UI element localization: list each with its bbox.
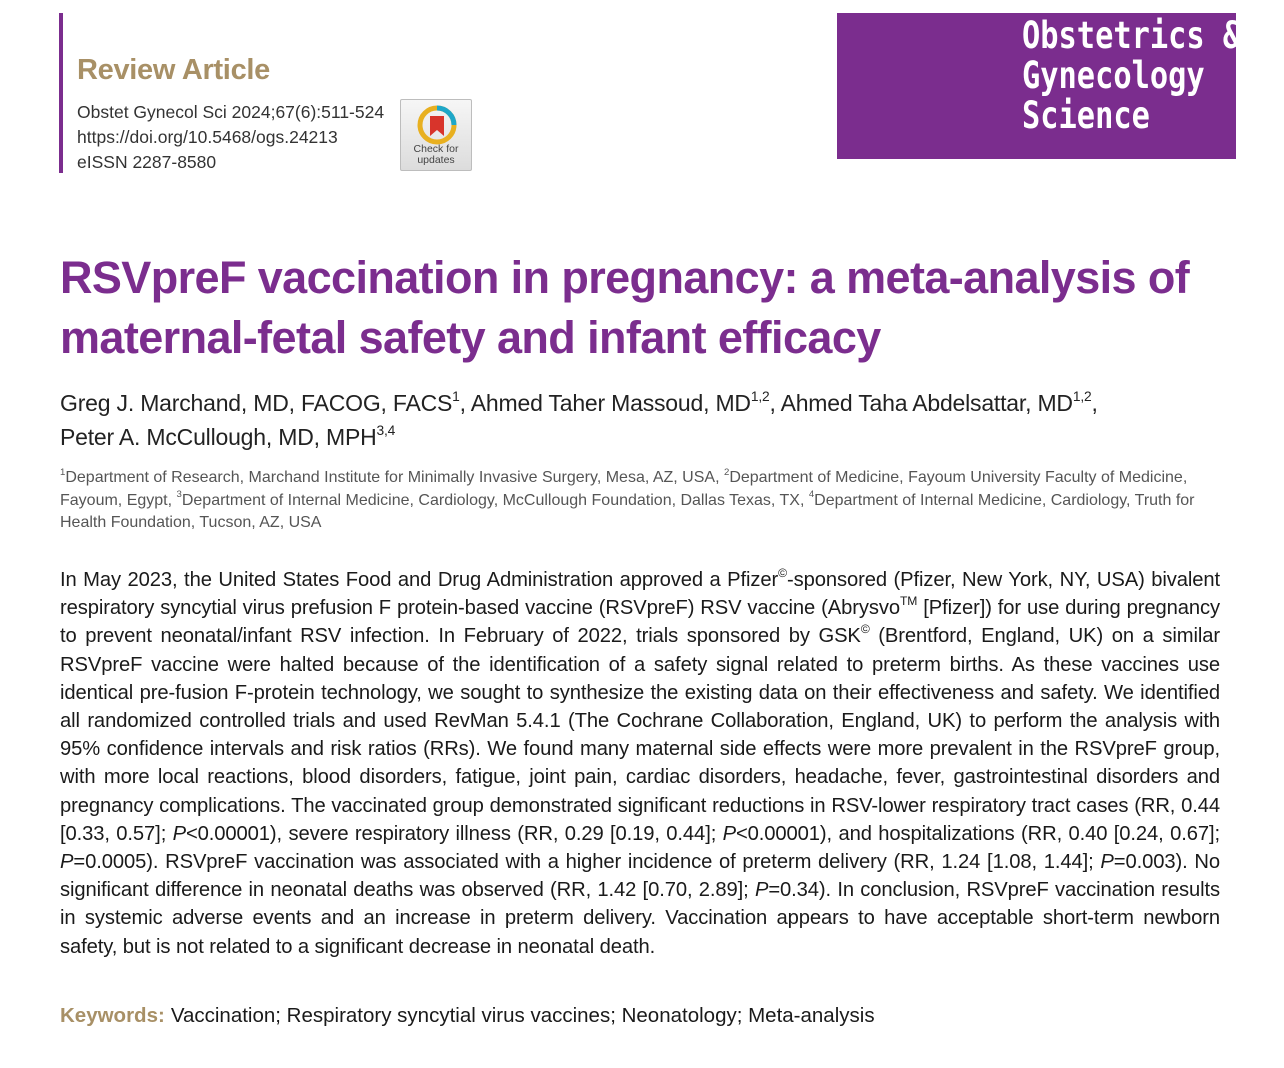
affiliation: Department of Research, Marchand Institute for Minimally Invasive Surgery, Mesa, AZ, USA,: [65, 469, 724, 486]
author-name: Ahmed Taher Massoud, MD: [470, 390, 751, 416]
citation: Obstet Gynecol Sci 2024;67(6):511-524: [77, 102, 385, 122]
author-name: Peter A. McCullough, MD, MPH: [60, 424, 377, 450]
check-updates-icon: [417, 105, 457, 145]
keywords: [60, 1002, 875, 1030]
affiliations: $^1$Department of Research, Marchand Institute for Minimally Invasive Surgery, Mesa, AZ, USA, $^2$Department of Medicine, Fayoum University Faculty of Medicine, Fayoum, Egypt, $^3$Department of Internal Medicine, Cardiology, McCullough Foundation, Dallas Texas, TX, $^4$Department of Internal Medicine, Cardiology, Truth for Health Foundation, Tucson, AZ, USA: [60, 466, 1195, 531]
eissn: eISSN 2287-8580: [77, 152, 217, 172]
journal-logo: [837, 13, 1242, 159]
author-name: Greg J. Marchand, MD, FACOG, FACS: [60, 390, 453, 416]
journal-name: Obstetrics & Gynecology Science: [1022, 14, 1242, 137]
affiliation: Department of Medicine, Fayoum University Faculty of Medicine, Fayoum, Egypt,: [60, 469, 1188, 509]
affiliation: Department of Internal Medicine, Cardiology, Truth for Health Foundation, Tucson, AZ, USA: [60, 491, 1195, 531]
citation-block: [77, 100, 384, 175]
abstract: In May 2023, the United States Food and Drug Administration approved a Pfizer©-sponsored (Pfizer, New York, NY, USA) bivalent respiratory syncytial virus prefusion F protein-based vaccine (RSVpreF) RSV vaccine (Abrysvo™ [Pfizer]) for use during pregnancy to prevent neonatal/infant RSV infection. In February of 2022, trials sponsored by GSK© (Brentford, England, UK) on a similar RSVpreF vaccine were halted because of the identification of a safety signal related to preterm births. As these vaccines use identical pre-fusion F-protein technology, we sought to synthesize the existing data on their effectiveness and safety. We identified all randomized controlled trials and used RevMan 5.4.1 (The Cochrane Collaboration, England, UK) to perform the analysis with 95% confidence intervals and risk ratios (RRs). We found many maternal side effects were more prevalent in the RSVpreF group, with more local reactions, blood disorders, fatigue, joint pain, cardiac disorders, headache, fever, gastrointestinal disorders and pregnancy complications. The vaccinated group demonstrated significant reductions in RSV-lower respiratory tract cases (RR, 0.44 [0.33, 0.57]; P<0.00001), severe respiratory illness (RR, 0.29 [0.19, 0.44]; P<0.00001), and hospitalizations (RR, 0.40 [0.24, 0.67]; P=0.0005). RSVpreF vaccination was associated with a higher incidence of preterm delivery (RR, 1.24 [1.08, 1.44]; P=0.003). No significant difference in neonatal deaths was observed (RR, 1.42 [0.70, 2.89]; P=0.34). In conclusion, RSVpreF vaccination results in systemic adverse events and an increase in preterm delivery. Vaccination appears to have acceptable short-term newborn safety, but is not related to a significant decrease in neonatal death.: [60, 566, 1221, 958]
article-type: Review Article: [77, 54, 270, 86]
affiliation: Department of Internal Medicine, Cardiology, McCullough Foundation, Dallas Texas, TX,: [181, 491, 809, 509]
author-list: Greg J. Marchand, MD, FACOG, FACS$^1$, Ahmed Taher Massoud, MD$^{1,2}$, Ahmed Taha Abdelsattar, MD$^{1,2}$, Peter A. McCullough, MD, MPH$^{3,4}$: [60, 388, 1098, 450]
check-for-updates-badge[interactable]: [400, 99, 472, 171]
doi-link[interactable]: https://doi.org/10.5468/ogs.24213: [77, 127, 338, 147]
badge-label: Check for updates: [413, 143, 459, 166]
article-title: RSVpreF vaccination in pregnancy: a meta-analysis of maternal-fetal safety and infant efficacy: [60, 252, 1190, 363]
keywords-text: Vaccination; Respiratory syncytial virus vaccines; Neonatology; Meta-analysis: [170, 1004, 875, 1027]
left-accent-bar: [59, 13, 63, 173]
keywords-label: Keywords:: [60, 1004, 165, 1027]
author-name: Ahmed Taha Abdelsattar, MD: [780, 390, 1073, 416]
